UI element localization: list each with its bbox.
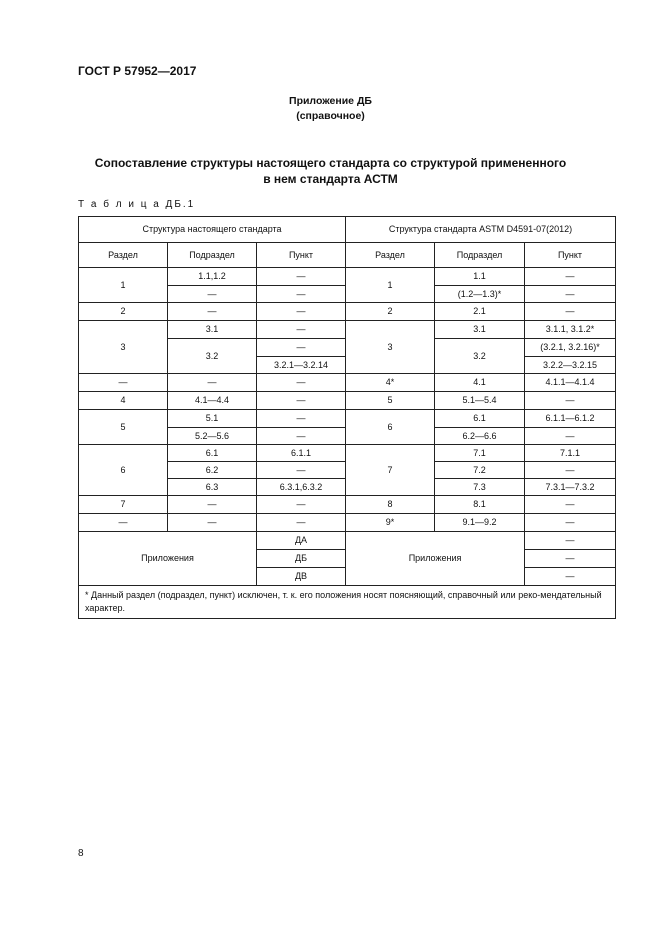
table-cell: (3.2.1, 3.2.16)* <box>525 339 616 357</box>
table-row <box>79 303 616 321</box>
table-cell: — <box>168 496 257 514</box>
table-cell: — <box>168 303 257 321</box>
document-code: ГОСТ Р 57952—2017 <box>78 64 197 78</box>
table-cell: 3.1 <box>435 321 525 339</box>
table-cell: — <box>525 514 616 532</box>
table-cell: 1.1 <box>435 268 525 286</box>
annex-title-block <box>0 94 661 124</box>
table-column-header-row <box>79 243 616 268</box>
table-cell: Приложения <box>346 532 525 586</box>
table-cell: — <box>525 568 616 586</box>
table-cell: — <box>79 374 168 392</box>
section-heading <box>0 155 661 187</box>
table-cell: 6.1.1—6.1.2 <box>525 410 616 428</box>
table-cell: 3.2 <box>168 339 257 374</box>
table-cell: — <box>257 496 346 514</box>
table-cell: 5 <box>79 410 168 445</box>
table-cell: — <box>525 550 616 568</box>
comparison-table <box>78 216 616 619</box>
table-cell: 4.1 <box>435 374 525 392</box>
table-cell: — <box>168 286 257 303</box>
table-cell: — <box>168 374 257 392</box>
table-cell: — <box>168 514 257 532</box>
table-cell: 7.3 <box>435 479 525 496</box>
table-cell: 6.2 <box>168 462 257 479</box>
table-footnote-row <box>79 586 616 619</box>
table-row <box>79 514 616 532</box>
table-cell: — <box>525 532 616 550</box>
table-cell: 1 <box>346 268 435 303</box>
table-cell: 5.1—5.4 <box>435 392 525 410</box>
column-header: Подраздел <box>435 243 525 268</box>
table-cell: 4.1.1—4.1.4 <box>525 374 616 392</box>
group-header-astm: Структура стандарта ASTM D4591-07(2012) <box>346 217 616 243</box>
table-cell: — <box>257 303 346 321</box>
table-cell: — <box>257 268 346 286</box>
column-header: Пункт <box>257 243 346 268</box>
table-row <box>79 321 616 339</box>
table-cell: 5.1 <box>168 410 257 428</box>
table-cell: 6.1 <box>435 410 525 428</box>
table-cell: — <box>257 428 346 445</box>
table-cell: — <box>257 514 346 532</box>
table-cell: 5 <box>346 392 435 410</box>
table-cell: 6 <box>79 445 168 496</box>
table-cell: Приложения <box>79 532 257 586</box>
table-cell: 1 <box>79 268 168 303</box>
table-cell: 4* <box>346 374 435 392</box>
table-cell: 6.1 <box>168 445 257 462</box>
table-cell: ДБ <box>257 550 346 568</box>
table-row <box>79 496 616 514</box>
table-cell: 6.2—6.6 <box>435 428 525 445</box>
heading-line-2: в нем стандарта АСТМ <box>263 172 398 186</box>
table-cell: — <box>257 392 346 410</box>
table-cell: — <box>79 514 168 532</box>
table-cell: 2 <box>79 303 168 321</box>
column-header: Подраздел <box>168 243 257 268</box>
table-cell: 6.3 <box>168 479 257 496</box>
table-cell: 6.1.1 <box>257 445 346 462</box>
table-caption: Т а б л и ц а ДБ.1 <box>78 199 196 210</box>
table-cell: 7.1 <box>435 445 525 462</box>
table-footnote: * Данный раздел (подраздел, пункт) исключен, т. к. его положения носят поясняющий, справочный или реко-мендательный характер. <box>79 586 616 619</box>
table-cell: ДВ <box>257 568 346 586</box>
table-row <box>79 374 616 392</box>
table-cell: — <box>525 303 616 321</box>
table-cell: 3 <box>79 321 168 374</box>
table-row <box>79 268 616 286</box>
table-row <box>79 445 616 462</box>
table-cell: 8 <box>346 496 435 514</box>
annex-type: (справочное) <box>296 110 365 122</box>
table-cell: 2 <box>346 303 435 321</box>
table-cell: 3.2 <box>435 339 525 374</box>
group-header-current: Структура настоящего стандарта <box>79 217 346 243</box>
table-group-header-row <box>79 217 616 243</box>
table-cell: 9* <box>346 514 435 532</box>
table-cell: 3.1.1, 3.1.2* <box>525 321 616 339</box>
table-cell: — <box>525 268 616 286</box>
table-cell: — <box>257 374 346 392</box>
table-row <box>79 532 616 550</box>
table-cell: 3.2.1—3.2.14 <box>257 357 346 374</box>
table-cell: — <box>257 410 346 428</box>
table-cell: 6.3.1,6.3.2 <box>257 479 346 496</box>
table-cell: 4.1—4.4 <box>168 392 257 410</box>
table-cell: — <box>257 286 346 303</box>
column-header: Пункт <box>525 243 616 268</box>
table-cell: — <box>525 392 616 410</box>
table-cell: (1.2—1.3)* <box>435 286 525 303</box>
table-cell: — <box>257 339 346 357</box>
table-cell: 4 <box>79 392 168 410</box>
table-cell: 3.1 <box>168 321 257 339</box>
table-cell: 6 <box>346 410 435 445</box>
table-cell: 2.1 <box>435 303 525 321</box>
table-cell: — <box>525 462 616 479</box>
table-cell: 8.1 <box>435 496 525 514</box>
page-number: 8 <box>78 848 84 859</box>
table-row <box>79 410 616 428</box>
table-cell: 1.1,1.2 <box>168 268 257 286</box>
heading-line-1: Сопоставление структуры настоящего стандарта со структурой примененного <box>94 156 567 170</box>
table-cell: 5.2—5.6 <box>168 428 257 445</box>
table-cell: — <box>257 462 346 479</box>
table-cell: — <box>525 428 616 445</box>
table-cell: 3.2.2—3.2.15 <box>525 357 616 374</box>
table-cell: ДА <box>257 532 346 550</box>
table-cell: 9.1—9.2 <box>435 514 525 532</box>
column-header: Раздел <box>79 243 168 268</box>
column-header: Раздел <box>346 243 435 268</box>
table-cell: 7.2 <box>435 462 525 479</box>
annex-title: Приложение ДБ <box>289 95 372 107</box>
table-cell: — <box>257 321 346 339</box>
table-cell: 7 <box>79 496 168 514</box>
table-cell: 3 <box>346 321 435 374</box>
table-row <box>79 392 616 410</box>
table-cell: 7.1.1 <box>525 445 616 462</box>
table-cell: 7.3.1—7.3.2 <box>525 479 616 496</box>
table-cell: — <box>525 286 616 303</box>
table-cell: — <box>525 496 616 514</box>
table-cell: 7 <box>346 445 435 496</box>
